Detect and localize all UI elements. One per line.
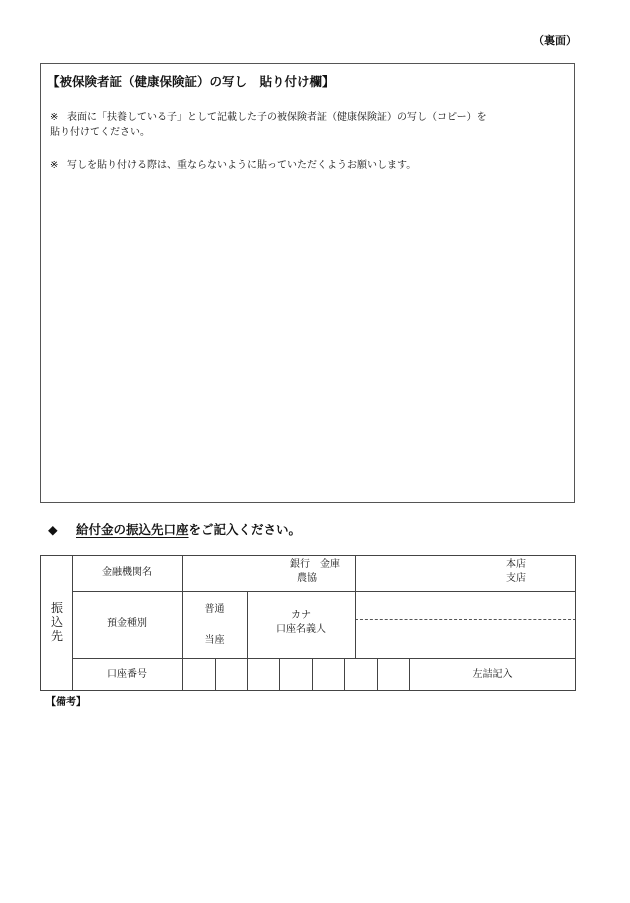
note-line-text: 貼り付けてください。 bbox=[50, 127, 150, 138]
note-mark: ※ bbox=[50, 160, 59, 171]
institution-name-field[interactable] bbox=[182, 558, 355, 586]
branch-field[interactable] bbox=[355, 558, 576, 586]
branch-sub: 支店 bbox=[506, 573, 526, 584]
table-border-top bbox=[40, 555, 576, 556]
insurance-card-paste-area bbox=[40, 63, 575, 503]
holder-label: 口座名義人 bbox=[276, 624, 326, 635]
note-line bbox=[50, 125, 487, 140]
note-line: 写しを貼り付ける際は、重ならないように貼っていただくようお願いします。 bbox=[67, 160, 417, 171]
institution-label: 金融機関名 bbox=[102, 567, 152, 578]
furikomisaki-label bbox=[47, 601, 67, 643]
paste-section-title: 【被保険者証（健康保険証）の写し 貼り付け欄】 bbox=[47, 74, 335, 89]
note-body bbox=[50, 110, 487, 140]
bank-account-table bbox=[40, 555, 576, 691]
table-border-bottom bbox=[40, 690, 576, 691]
diamond-icon: ◆ bbox=[48, 522, 58, 537]
deposit-ordinary-option[interactable]: 普通 bbox=[204, 604, 225, 615]
heading-underlined: 給付金の振込先口座 bbox=[76, 522, 189, 537]
side-label-char: 振 bbox=[50, 601, 63, 615]
side-label-char: 込 bbox=[50, 615, 63, 629]
table-border-left bbox=[40, 555, 41, 691]
heading-rest: をご記入ください。 bbox=[188, 522, 302, 537]
branch-main: 本店 bbox=[506, 559, 526, 570]
account-section-heading bbox=[48, 520, 301, 538]
note-mark: ※ bbox=[50, 112, 59, 123]
left-align-note: 左詰記入 bbox=[472, 669, 513, 680]
deposit-current-option[interactable]: 当座 bbox=[204, 635, 225, 646]
institution-types: 銀行 金庫 bbox=[290, 559, 340, 570]
page-side-label: （裏面） bbox=[533, 34, 577, 47]
account-number-digits[interactable] bbox=[183, 659, 409, 690]
kana-label: カナ bbox=[291, 610, 311, 621]
institution-type-nokyo: 農協 bbox=[297, 573, 317, 584]
note-line: 表面に「扶養している子」として記載した子の被保険者証（健康保険証）の写し（コピー）を bbox=[67, 112, 487, 123]
account-number-label: 口座番号 bbox=[107, 669, 147, 680]
remarks-label: 【備考】 bbox=[46, 697, 86, 708]
holder-name-field[interactable] bbox=[356, 620, 575, 658]
holder-label-group bbox=[247, 609, 355, 637]
holder-kana-field[interactable] bbox=[356, 592, 575, 619]
side-label-char: 先 bbox=[50, 629, 63, 643]
deposit-type-label: 預金種別 bbox=[107, 618, 147, 629]
